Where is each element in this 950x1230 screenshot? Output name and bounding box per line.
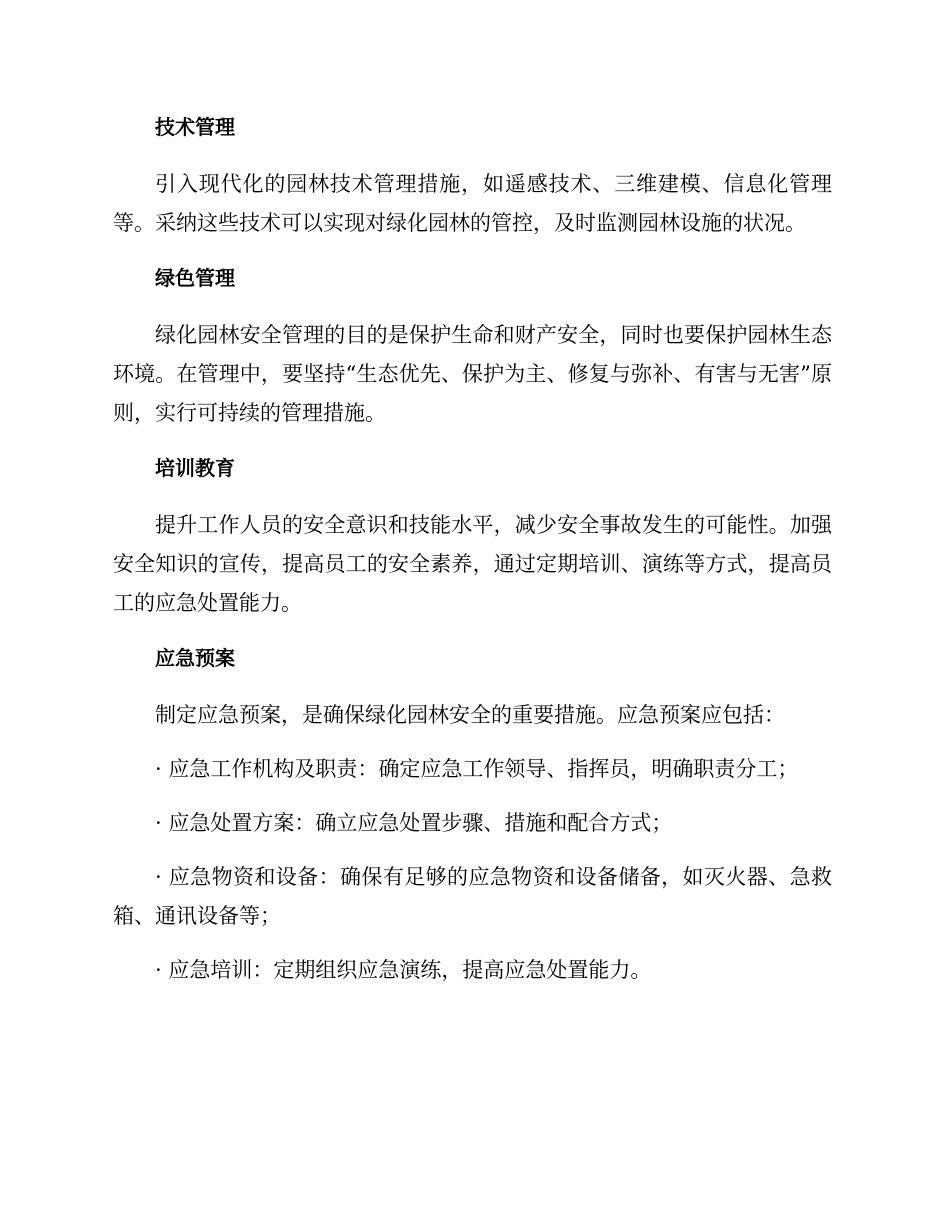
paragraph-training-education: 提升工作人员的安全意识和技能水平，减少安全事故发生的可能性。加强安全知识的宣传，提高员工的安全素养，通过定期培训、演练等方式，提高员工的应急处置能力。	[113, 513, 832, 615]
list-item-emergency-response-plan: · 应急处置方案：确立应急处置步骤、措施和配合方式；	[155, 811, 673, 835]
paragraph-green-management: 绿化园林安全管理的目的是保护生命和财产安全，同时也要保护园林生态环境。在管理中，要坚持“生态优先、保护为主、修复与弥补、有害与无害”原则，实行可持续的管理措施。	[113, 323, 832, 425]
document-body	[113, 110, 832, 990]
paragraph-technical-management: 引入现代化的园林技术管理措施，如遥感技术、三维建模、信息化管理等。采纳这些技术可以实现对绿化园林的管控，及时监测园林设施的状况。	[113, 172, 832, 235]
list-item-emergency-training: · 应急培训：定期组织应急演练，提高应急处置能力。	[155, 958, 652, 982]
list-item-emergency-supplies: · 应急物资和设备：确保有足够的应急物资和设备储备，如灭火器、急救箱、通讯设备等；	[113, 865, 832, 928]
list-item-emergency-organization: · 应急工作机构及职责：确定应急工作领导、指挥员，明确职责分工；	[155, 757, 799, 781]
section-heading-green-management: 绿色管理	[155, 266, 235, 290]
paragraph-emergency-plan-intro: 制定应急预案，是确保绿化园林安全的重要措施。应急预案应包括：	[155, 703, 785, 727]
section-heading-technical-management: 技术管理	[155, 115, 235, 139]
section-heading-emergency-plan: 应急预案	[155, 646, 235, 670]
section-heading-training-education: 培训教育	[155, 456, 235, 480]
